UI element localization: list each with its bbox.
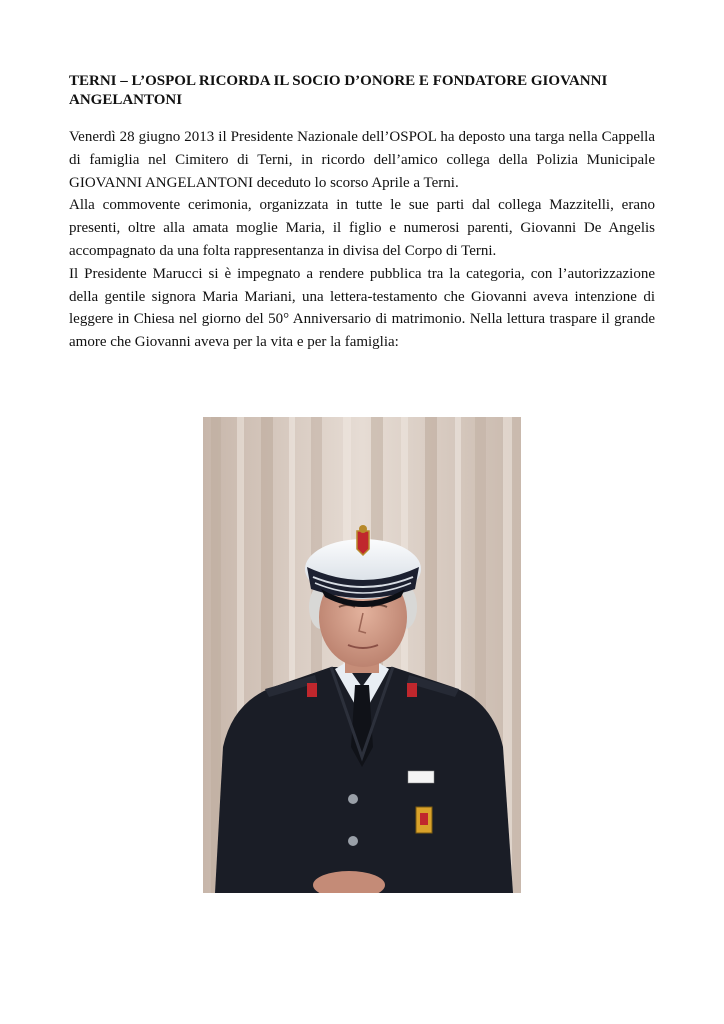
name-tag xyxy=(408,771,434,783)
article-body xyxy=(69,126,655,354)
collar-insignia-left xyxy=(307,683,317,697)
article-title: TERNI – L’OSPOL RICORDA IL SOCIO D’ONORE E FONDATORE GIOVANNI ANGELANTONI xyxy=(69,73,608,108)
id-badge-emblem xyxy=(420,813,428,825)
collar-insignia-right xyxy=(407,683,417,697)
paragraph-3: Il Presidente Marucci si è impegnato a rendere pubblica tra la categoria, con l’autorizzazione della gentile signora Maria Mariani, una lettera-testamento che Giovanni aveva intenzione di leggere in Chiesa nel giorno del 50° Anniversario di matrimonio. Nella lettura traspare il grande amore che Giovanni aveva per la vita e per la famiglia: xyxy=(69,265,655,351)
paragraph-1: Venerdì 28 giugno 2013 il Presidente Nazionale dell’OSPOL ha deposto una targa nella Cappella di famiglia nel Cimitero di Terni, in ricordo dell’amico collega della Polizia Municipale GIOVANNI ANGELANTONI deceduto lo scorso Aprile a Terni. xyxy=(69,129,655,191)
paragraph-2: Alla commovente cerimonia, organizzata in tutte le sue parti dal collega Mazzitelli, erano presenti, oltre alla amata moglie Maria, il figlio e numerosi parenti, Giovanni De Angelis accompagnato da una folta rappresentanza in divisa del Corpo di Terni. xyxy=(69,197,655,259)
portrait-illustration xyxy=(203,417,521,893)
portrait-photo xyxy=(203,417,521,893)
